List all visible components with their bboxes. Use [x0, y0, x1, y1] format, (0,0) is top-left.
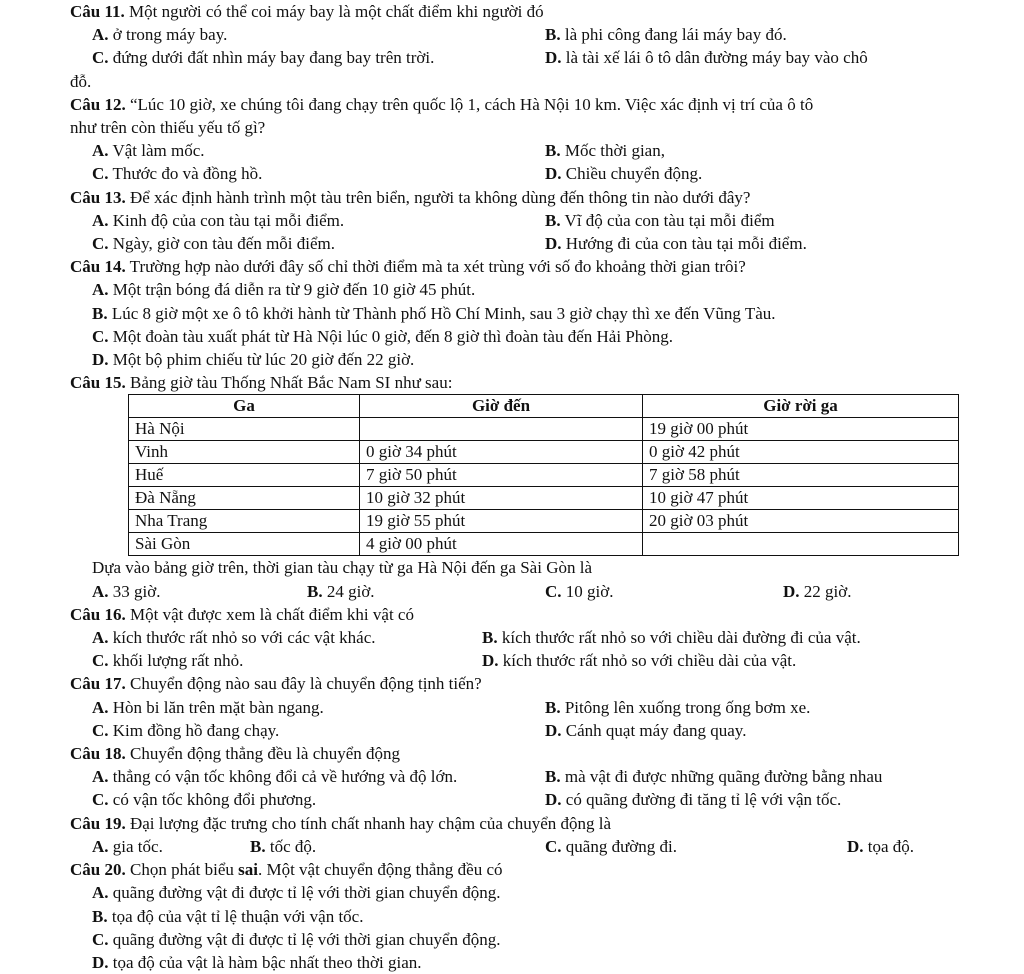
option-d: D. Hướng đi của con tàu tại mỗi điểm.: [545, 234, 807, 254]
question-16: [70, 603, 1024, 673]
option-c: C. khối lượng rất nhỏ.: [92, 651, 244, 671]
option-b: B. là phi công đang lái máy bay đó.: [545, 25, 787, 45]
question-text: Một vật được xem là chất điểm khi vật có: [125, 604, 414, 624]
question-number: Câu 12.: [70, 94, 126, 114]
question-17: [70, 672, 1024, 742]
question-number: Câu 20.: [70, 860, 126, 880]
option-d: D. Chiều chuyển động.: [545, 164, 703, 184]
option-d: D. 22 giờ.: [783, 581, 852, 601]
option-d: D. có quãng đường đi tăng tỉ lệ với vận tốc.: [545, 790, 842, 810]
question-text: Chuyển động nào sau đây là chuyển động tịnh tiến?: [125, 674, 482, 694]
option-c: C. Kim đồng hồ đang chạy.: [92, 720, 280, 740]
option-a: A. ở trong máy bay.: [92, 25, 228, 45]
question-text: . Một vật chuyển động thẳng đều có: [257, 860, 503, 880]
table-cell: 7 giờ 50 phút: [360, 464, 643, 487]
table-cell: Đà Nẵng: [129, 487, 360, 510]
question-text: Đại lượng đặc trưng cho tính chất nhanh hay chậm của chuyển động là: [125, 813, 612, 833]
options-row: [92, 139, 1024, 162]
table-row: [129, 441, 959, 464]
continuation-text: như trên còn thiếu yếu tố gì?: [70, 118, 266, 138]
options-row: [92, 580, 1024, 603]
column-header: Giờ đến: [360, 395, 643, 418]
table-cell: 0 giờ 34 phút: [360, 441, 643, 464]
question-number: Câu 19.: [70, 813, 126, 833]
question-text: Chuyển động thẳng đều là chuyển động: [125, 744, 401, 764]
question-text: Để xác định hành trình một tàu trên biển, người ta không dùng đến thông tin nào dưới đây?: [125, 187, 751, 207]
table-row: [129, 533, 959, 556]
column-header: Giờ rời ga: [643, 395, 959, 418]
options-row: [92, 835, 1024, 858]
option-a: A. Vật làm mốc.: [92, 141, 205, 161]
option-b: B. Mốc thời gian,: [545, 141, 665, 161]
table-cell: 0 giờ 42 phút: [643, 441, 959, 464]
question-number: Câu 14.: [70, 257, 126, 277]
option-c: C. quãng đường vật đi được tỉ lệ với thời gian chuyển động.: [92, 929, 501, 949]
option-b: B. Lúc 8 giờ một xe ô tô khởi hành từ Thành phố Hồ Chí Minh, sau 3 giờ chạy thì xe đến Vũng Tàu.: [92, 303, 776, 323]
option-b: B. Vĩ độ của con tàu tại mỗi điểm: [545, 210, 775, 230]
table-cell: Huế: [129, 464, 360, 487]
emphasis-word: sai: [238, 860, 258, 880]
question-number: Câu 15.: [70, 373, 126, 393]
table-cell: 7 giờ 58 phút: [643, 464, 959, 487]
continuation-text: đỗ.: [70, 71, 92, 91]
question-text: Một người có thể coi máy bay là một chất điểm khi người đó: [124, 2, 544, 21]
table-cell: Nha Trang: [129, 510, 360, 533]
options-row: [92, 626, 1024, 649]
question-text: Trường hợp nào dưới đây số chỉ thời điểm mà ta xét trùng với số đo khoảng thời gian trôi?: [125, 257, 746, 277]
option-a: A. quãng đường vật đi được tỉ lệ với thời gian chuyển động.: [92, 883, 501, 903]
option-c: C. quãng đường đi.: [545, 836, 678, 856]
question-number: Câu 11.: [70, 2, 125, 21]
options-row: [92, 719, 1024, 742]
table-cell: [643, 533, 959, 556]
option-b: B. tọa độ của vật tỉ lệ thuận với vận tốc.: [92, 906, 364, 926]
option-b: B. 24 giờ.: [307, 581, 375, 601]
question-text: Chọn phát biểu: [125, 860, 239, 880]
question-number: Câu 18.: [70, 744, 126, 764]
option-d: D. kích thước rất nhỏ so với chiều dài của vật.: [482, 651, 797, 671]
question-15: [70, 371, 1024, 603]
table-cell: Vinh: [129, 441, 360, 464]
options-row: [92, 765, 1024, 788]
table-cell: Sài Gòn: [129, 533, 360, 556]
question-prompt: Dựa vào bảng giờ trên, thời gian tàu chạy từ ga Hà Nội đến ga Sài Gòn là: [92, 558, 592, 578]
table-cell: 20 giờ 03 phút: [643, 510, 959, 533]
option-b: B. Pitông lên xuống trong ống bơm xe.: [545, 697, 811, 717]
table-cell: 10 giờ 47 phút: [643, 487, 959, 510]
table-row: [129, 464, 959, 487]
column-header: Ga: [129, 395, 360, 418]
option-c: C. Ngày, giờ con tàu đến mỗi điểm.: [92, 234, 336, 254]
question-number: Câu 16.: [70, 604, 126, 624]
options-row: [92, 788, 1024, 811]
option-c: C. Thước đo và đồng hồ.: [92, 164, 263, 184]
option-c: C. có vận tốc không đổi phương.: [92, 790, 317, 810]
table-row: [129, 418, 959, 441]
option-a: A. Một trận bóng đá diễn ra từ 9 giờ đến 10 giờ 45 phút.: [92, 280, 476, 300]
option-b: B. tốc độ.: [250, 836, 317, 856]
question-text: Bảng giờ tàu Thống Nhất Bắc Nam SI như sau:: [125, 373, 453, 393]
option-d: D. Một bộ phim chiếu từ lúc 20 giờ đến 22 giờ.: [92, 350, 415, 370]
option-a: A. Hòn bi lăn trên mặt bàn ngang.: [92, 697, 324, 717]
option-d: D. là tài xế lái ô tô dân đường máy bay vào chô: [545, 48, 868, 68]
options-row: [92, 46, 1024, 69]
question-20: [70, 858, 1024, 974]
option-b: B. kích thước rất nhỏ so với chiều dài đường đi của vật.: [482, 628, 861, 648]
option-b: B. mà vật đi được những quãng đường bằng nhau: [545, 767, 883, 787]
option-a: A. kích thước rất nhỏ so với các vật khác.: [92, 628, 376, 648]
option-d: D. tọa độ.: [847, 836, 915, 856]
table-cell: 4 giờ 00 phút: [360, 533, 643, 556]
table-cell: 19 giờ 00 phút: [643, 418, 959, 441]
option-d: D. tọa độ của vật là hàm bậc nhất theo thời gian.: [92, 952, 422, 972]
options-row: [92, 162, 1024, 185]
option-a: A. 33 giờ.: [92, 581, 161, 601]
option-a: A. Kinh độ của con tàu tại mỗi điểm.: [92, 210, 345, 230]
question-number: Câu 17.: [70, 674, 126, 694]
table-cell: Hà Nội: [129, 418, 360, 441]
options-row: [92, 649, 1024, 672]
question-14: [70, 255, 1024, 371]
option-c: C. Một đoàn tàu xuất phát từ Hà Nội lúc 0 giờ, đến 8 giờ thì đoàn tàu đến Hải Phòng.: [92, 326, 674, 346]
table-row: [129, 487, 959, 510]
table-cell: 10 giờ 32 phút: [360, 487, 643, 510]
option-a: A. thẳng có vận tốc không đổi cả về hướng và độ lớn.: [92, 767, 458, 787]
options-row: [92, 696, 1024, 719]
train-timetable: [128, 394, 959, 556]
question-19: [70, 812, 1024, 858]
question-11: [70, 0, 1024, 93]
option-d: D. Cánh quạt máy đang quay.: [545, 720, 747, 740]
question-18: [70, 742, 1024, 812]
option-a: A. gia tốc.: [92, 836, 163, 856]
table-row: [129, 510, 959, 533]
question-12: [70, 93, 1024, 186]
table-cell: 19 giờ 55 phút: [360, 510, 643, 533]
table-cell: [360, 418, 643, 441]
options-row: [92, 232, 1024, 255]
table-header-row: [129, 395, 959, 418]
option-c: C. 10 giờ.: [545, 581, 614, 601]
options-row: [92, 209, 1024, 232]
question-13: [70, 186, 1024, 256]
options-row: [92, 23, 1024, 46]
question-number: Câu 13.: [70, 187, 126, 207]
question-text: “Lúc 10 giờ, xe chúng tôi đang chạy trên quốc lộ 1, cách Hà Nội 10 km. Việc xác định vị trí của ô tô: [125, 94, 814, 114]
option-c: C. đứng dưới đất nhìn máy bay đang bay trên trời.: [92, 48, 435, 68]
